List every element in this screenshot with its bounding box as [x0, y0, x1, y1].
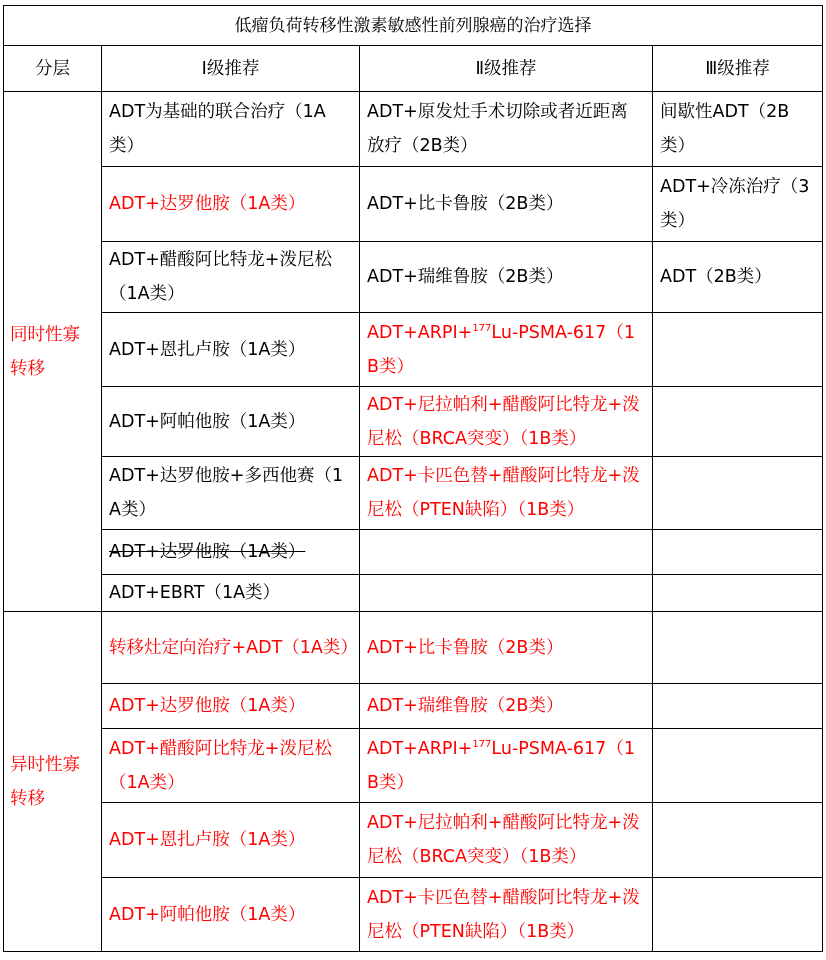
cell-level-1: ADT+达罗他胺（1A类）: [102, 684, 360, 729]
cell-level-1: ADT+达罗他胺+多西他赛（1A类）: [102, 457, 360, 530]
isotope-superscript: 177: [472, 738, 492, 750]
header-level-2: Ⅱ级推荐: [360, 46, 653, 92]
cell-level-2: ADT+原发灶手术切除或者近距离放疗（2B类）: [360, 92, 653, 167]
cell-level-2: ADT+尼拉帕利+醋酸阿比特龙+泼尼松（BRCA突变）（1B类）: [360, 387, 653, 457]
header-layer: 分层: [4, 46, 102, 92]
table-row: [4, 313, 823, 387]
table-row: [4, 530, 823, 575]
cell-level-1: ADT+EBRT（1A类）: [102, 575, 360, 612]
cell-level-3: 间歇性ADT（2B类）: [653, 92, 823, 167]
header-level-3: Ⅲ级推荐: [653, 46, 823, 92]
cell-level-2: [360, 729, 653, 803]
cell-level-2: [360, 575, 653, 612]
isotope-superscript: 177: [472, 322, 492, 334]
cell-level-3: [653, 313, 823, 387]
cell-level-2: [360, 313, 653, 387]
cell-level-3: [653, 530, 823, 575]
cell-level-2: ADT+卡匹色替+醋酸阿比特龙+泼尼松（PTEN缺陷）（1B类）: [360, 457, 653, 530]
cell-level-2: ADT+瑞维鲁胺（2B类）: [360, 684, 653, 729]
cell-level-3: ADT（2B类）: [653, 242, 823, 313]
cell-level-3: [653, 878, 823, 952]
table-title: 低瘤负荷转移性激素敏感性前列腺癌的治疗选择: [4, 6, 823, 46]
table-row: [4, 457, 823, 530]
cell-level-1: ADT+阿帕他胺（1A类）: [102, 878, 360, 952]
cell-level-2: ADT+比卡鲁胺（2B类）: [360, 612, 653, 684]
cell-level-2: ADT+比卡鲁胺（2B类）: [360, 167, 653, 242]
cell-level-3: [653, 575, 823, 612]
cell-level-3: [653, 457, 823, 530]
cell-text-prefix: ADT+ARPI+: [367, 322, 473, 343]
cell-text-suffix: Lu-PSMA-617（1B类）: [367, 738, 635, 793]
cell-text-suffix: Lu-PSMA-617（1B类）: [367, 322, 635, 377]
cell-level-2: ADT+尼拉帕利+醋酸阿比特龙+泼尼松（BRCA突变）（1B类）: [360, 803, 653, 878]
cell-level-1: ADT为基础的联合治疗（1A类）: [102, 92, 360, 167]
cell-level-3: [653, 612, 823, 684]
header-level-1: Ⅰ级推荐: [102, 46, 360, 92]
treatment-table: [3, 5, 823, 952]
cell-level-3: ADT+冷冻治疗（3类）: [653, 167, 823, 242]
table-row: [4, 878, 823, 952]
cell-level-1: ADT+醋酸阿比特龙+泼尼松（1A类）: [102, 242, 360, 313]
table-row: [4, 684, 823, 729]
cell-level-1: ADT+恩扎卢胺（1A类）: [102, 313, 360, 387]
cell-level-2: [360, 530, 653, 575]
layer-meta: 异时性寡转移: [4, 612, 102, 952]
cell-level-3: [653, 684, 823, 729]
cell-level-3: [653, 729, 823, 803]
table-row: [4, 729, 823, 803]
cell-text-prefix: ADT+ARPI+: [367, 738, 473, 759]
layer-sync: 同时性寡转移: [4, 92, 102, 612]
cell-level-2: ADT+瑞维鲁胺（2B类）: [360, 242, 653, 313]
table-row: [4, 242, 823, 313]
cell-level-1: ADT+醋酸阿比特龙+泼尼松（1A类）: [102, 729, 360, 803]
cell-level-1-struck: ADT+达罗他胺（1A类）: [102, 530, 360, 575]
table-row: [4, 575, 823, 612]
table-row: [4, 803, 823, 878]
cell-level-3: [653, 803, 823, 878]
cell-level-2: ADT+卡匹色替+醋酸阿比特龙+泼尼松（PTEN缺陷）（1B类）: [360, 878, 653, 952]
cell-level-1: ADT+阿帕他胺（1A类）: [102, 387, 360, 457]
table-row: [4, 387, 823, 457]
cell-level-1: ADT+恩扎卢胺（1A类）: [102, 803, 360, 878]
table-row: [4, 167, 823, 242]
cell-level-1: ADT+达罗他胺（1A类）: [102, 167, 360, 242]
cell-level-3: [653, 387, 823, 457]
table-row: [4, 92, 823, 167]
table-row: [4, 612, 823, 684]
cell-level-1: 转移灶定向治疗+ADT（1A类）: [102, 612, 360, 684]
